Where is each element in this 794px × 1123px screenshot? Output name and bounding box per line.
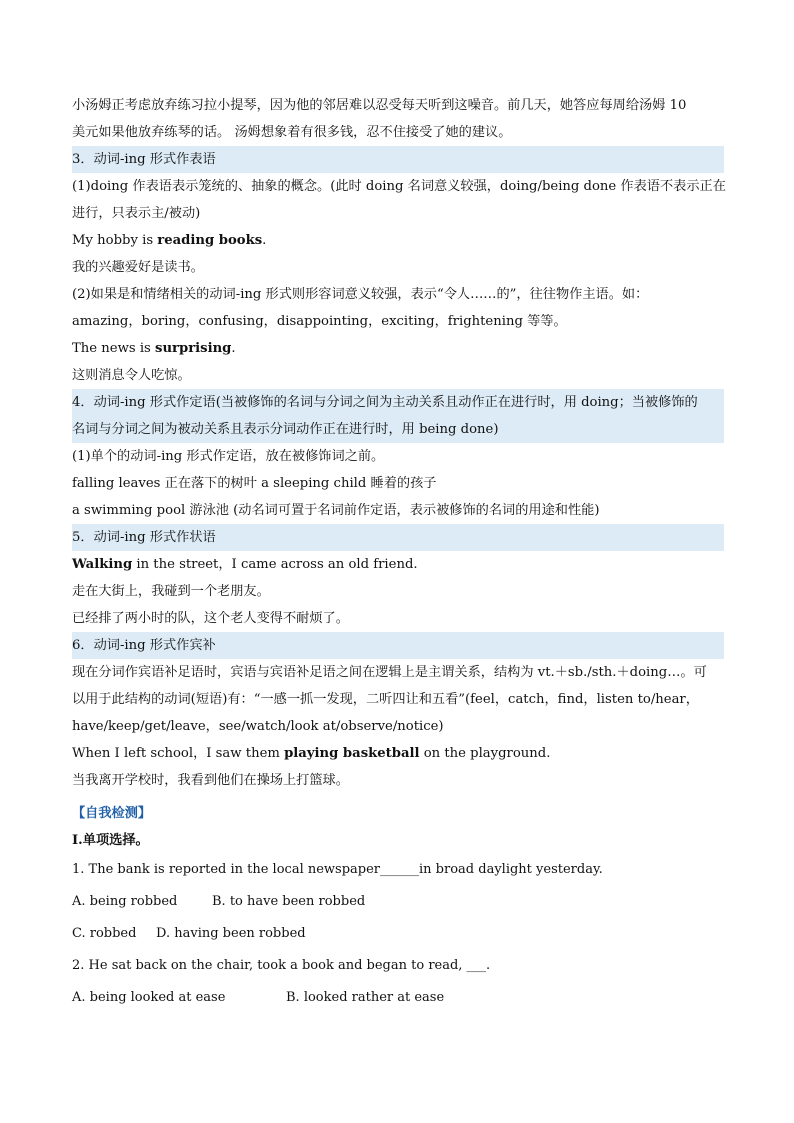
selfcheck-tag [72,800,724,827]
intro-line-1: 小汤姆正考虑放弃练习拉小提琴，因为他的邻居难以忍受每天听到这噪音。前几天，她答应每周给汤姆 10 [72,98,687,113]
q2-option-a: A. being looked at ease [72,990,226,1005]
s3-p1-line-1: (1)doing 作表语表示笼统的、抽象的概念。(此时 doing 名词意义较强，doing/being done 作表语不表示正在 [72,179,726,194]
q1-option-b: B. to have been robbed [212,894,366,909]
q2-option-b: B. looked rather at ease [286,990,445,1005]
s5-example-2-cn: 已经排了两小时的队，这个老人变得不耐烦了。 [72,611,349,626]
s4-example-2: a swimming pool 游泳池 (动名词可置于名词前作定语，表示被修饰的名词的用途和性能) [72,503,600,518]
question-2-options-ab [72,982,724,1014]
s6-p1-line-3: have/keep/get/leave，see/watch/look at/observe/notice) [72,719,444,734]
s6-ex-pre: When I left school，I saw them [72,746,285,761]
section-4-heading-line-2: 名词与分词之间为被动关系且表示分词动作正在进行时，用 being done) [72,416,724,443]
question-1-options-ab [72,886,724,918]
s3-example-2-cn: 这则消息令人吃惊。 [72,368,191,383]
q1-option-c: C. robbed [72,926,137,941]
s6-example [72,740,724,767]
s6-p1-line-2: 以用于此结构的动词(短语)有：“一感一抓一发现，二听四让和五看”(feel，catch，find，listen to/hear， [72,692,699,707]
s3-ex2-post: . [231,341,236,356]
s5-ex1-post: in the street，I came across an old friend. [132,557,418,572]
s4-example-1: falling leaves 正在落下的树叶 a sleeping child 睡着的孩子 [72,476,437,491]
s6-ex-bold: playing basketball [284,746,420,761]
section-4-heading-line-1: 4．动词-ing 形式作定语(当被修饰的名词与分词之间为主动关系且动作正在进行时，用 doing；当被修饰的 [72,389,724,416]
question-2: 2. He sat back on the chair, took a book and began to read, ___. [72,958,491,973]
s3-p2-line-1: (2)如果是和情绪相关的动词-ing 形式则形容词意义较强，表示“令人……的”，往往物作主语。如： [72,287,649,302]
s5-example-1 [72,551,724,578]
section-6-heading: 6．动词-ing 形式作宾补 [72,632,724,659]
s3-example-2 [72,335,724,362]
s3-example-1 [72,227,724,254]
s4-p1: (1)单个的动词-ing 形式作定语，放在被修饰词之前。 [72,449,385,464]
s3-ex1-pre: My hobby is [72,233,158,248]
s6-p1-line-1: 现在分词作宾语补足语时，宾语与宾语补足语之间在逻辑上是主谓关系，结构为 vt.＋sb./sth.＋doing…。可 [72,665,707,680]
s5-example-1-cn: 走在大街上，我碰到一个老朋友。 [72,584,270,599]
section-5-heading: 5．动词-ing 形式作状语 [72,524,724,551]
question-1-options-cd [72,918,724,950]
q1-option-a: A. being robbed [72,894,178,909]
document-page [72,92,724,1014]
intro-line-2: 美元如果他放弃练琴的话。 汤姆想象着有很多钱，忍不住接受了她的建议。 [72,125,512,140]
section-3-heading: 3．动词-ing 形式作表语 [72,146,724,173]
s3-ex1-post: . [262,233,267,248]
s3-ex1-bold: reading books [157,233,263,248]
selfcheck-section-title: I.单项选择。 [72,833,149,848]
s3-ex2-pre: The news is [72,341,156,356]
q1-option-d: D. having been robbed [156,926,306,941]
s5-ex1-bold: Walking [72,557,133,572]
question-1: 1. The bank is reported in the local newspaper______in broad daylight yesterday. [72,862,603,877]
s6-example-cn: 当我离开学校时，我看到他们在操场上打篮球。 [72,773,349,788]
s3-p2-line-2: amazing，boring，confusing，disappointing，exciting，frightening 等等。 [72,314,567,329]
s3-p1-line-2: 进行，只表示主/被动) [72,206,201,221]
s3-example-1-cn: 我的兴趣爱好是读书。 [72,260,204,275]
selfcheck-tag-text: 【自我检测】 [72,806,152,821]
s3-ex2-bold: surprising [155,341,232,356]
s6-ex-post: on the playground. [419,746,551,761]
